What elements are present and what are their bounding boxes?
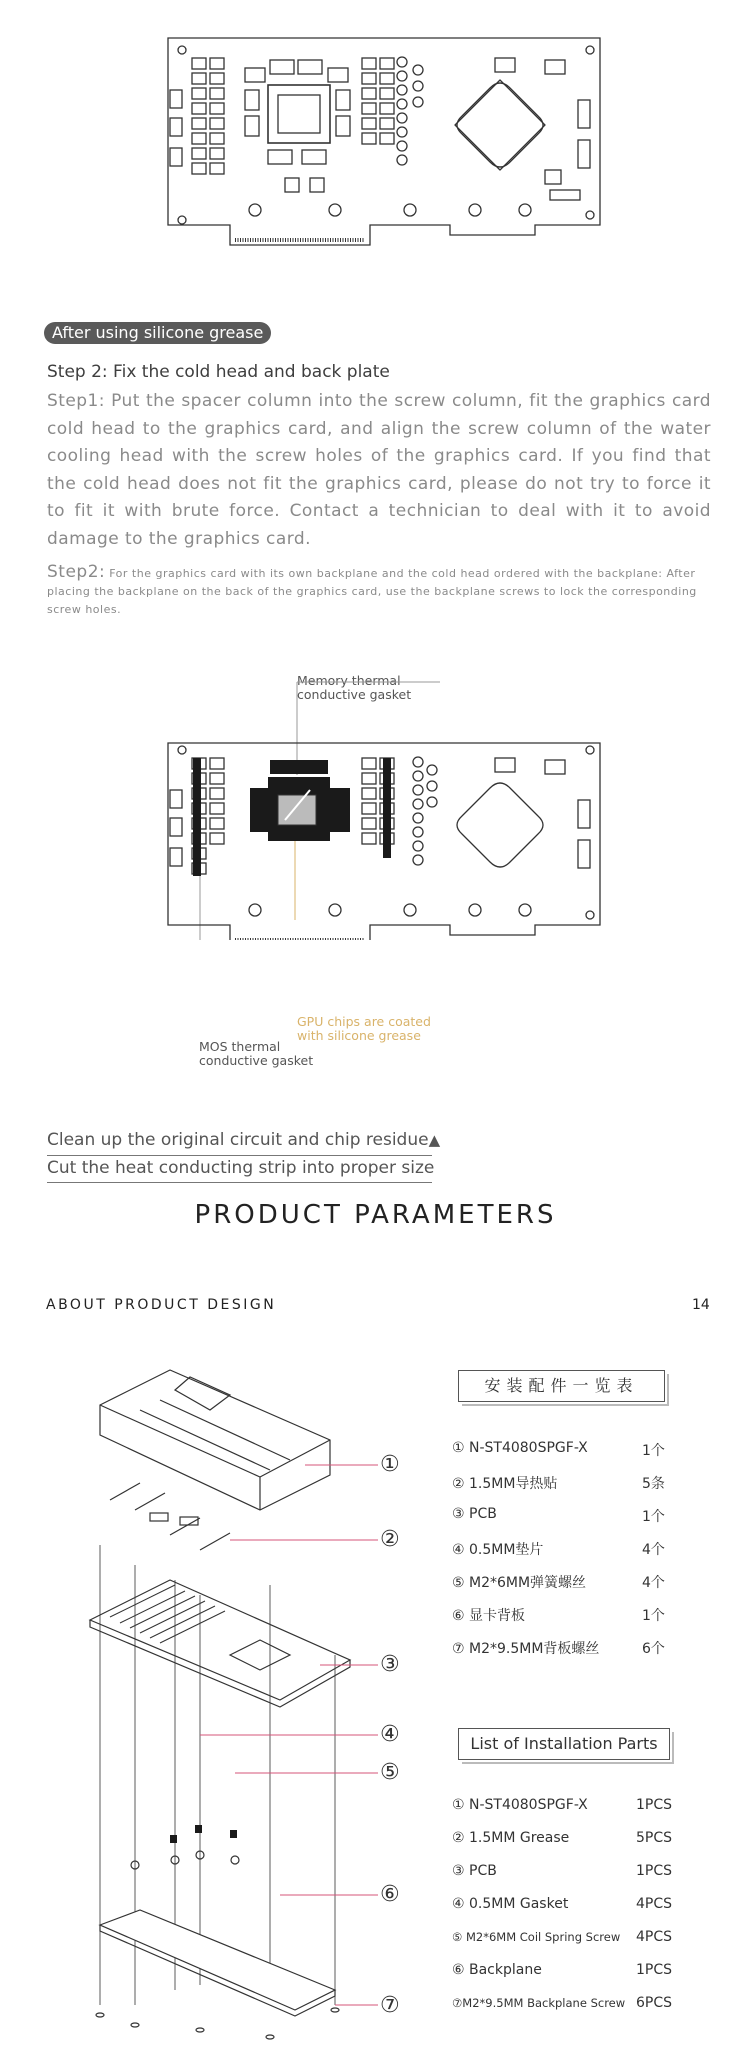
en-part-qty: 5PCS (636, 1830, 673, 1846)
en-part-name: ① N-ST4080SPGF-X (452, 1797, 588, 1813)
en-part-qty: 1PCS (636, 1863, 673, 1879)
cn-part-row (452, 1638, 665, 1658)
gpu-grease-label (297, 1015, 431, 1043)
en-part-name: ② 1.5MM Grease (452, 1830, 570, 1846)
cn-part-row (452, 1506, 665, 1525)
step2-text: For the graphics card with its own backplane and the cold head ordered with the backplane: After placing the backplane on the back of the graphics card, use the backplane screws to lock the corresponding screw holes. (47, 567, 697, 616)
en-part-row (452, 1962, 673, 1978)
callout-3: ③ (380, 1652, 400, 1677)
en-part-qty: 4PCS (636, 1896, 673, 1912)
pcb-diagram-thermal (150, 680, 610, 940)
en-part-row (452, 1929, 673, 1945)
cn-part-qty: 1个 (642, 1509, 665, 1525)
step2-title: Step 2: Fix the cold head and back plate (47, 362, 390, 382)
cn-part-qty: 5条 (642, 1476, 665, 1492)
product-parameters-title: PRODUCT PARAMETERS (194, 1200, 557, 1230)
page-number: 14 (692, 1297, 710, 1313)
callout-5: ⑤ (380, 1760, 400, 1785)
cn-part-qty: 6个 (642, 1641, 665, 1657)
cn-part-row (452, 1440, 665, 1459)
cn-part-qty: 4个 (642, 1542, 665, 1558)
en-part-qty: 6PCS (636, 1995, 673, 2011)
cn-part-qty: 1个 (642, 1608, 665, 1624)
cn-part-row (452, 1572, 665, 1592)
en-part-row (452, 1797, 673, 1813)
callout-4: ④ (380, 1722, 400, 1747)
triangle-icon: ▲ (428, 1131, 441, 1149)
pcb-diagram-top (150, 30, 610, 250)
cn-part-row (452, 1539, 665, 1559)
en-parts-header: List of Installation Parts (458, 1728, 670, 1760)
mos-label-line1: MOS thermal (199, 1039, 281, 1054)
memory-label-line2: conductive gasket (297, 687, 412, 702)
memory-label-line1: Memory thermal (297, 673, 401, 688)
en-part-qty: 1PCS (636, 1797, 673, 1813)
en-part-name: ⑤ M2*6MM Coil Spring Screw (452, 1930, 621, 1944)
cn-part-name: ⑤ M2*6MM弹簧螺丝 (452, 1575, 587, 1591)
en-part-name: ④ 0.5MM Gasket (452, 1896, 569, 1912)
en-part-row (452, 1896, 673, 1912)
en-part-qty: 1PCS (636, 1962, 673, 1978)
gpu-label-line1: GPU chips are coated (297, 1014, 431, 1029)
divider-line (47, 1155, 432, 1156)
about-product-design: ABOUT PRODUCT DESIGN (46, 1297, 277, 1313)
cn-part-row (452, 1605, 665, 1625)
cn-part-name: ⑦ M2*9.5MM背板螺丝 (452, 1641, 600, 1657)
after-grease-badge: After using silicone grease (44, 322, 271, 344)
gpu-label-line2: with silicone grease (297, 1028, 421, 1043)
en-part-row (452, 1863, 673, 1879)
cn-parts-header: 安装配件一览表 (458, 1370, 665, 1402)
callout-1: ① (380, 1452, 400, 1477)
clean-text: Clean up the original circuit and chip residue (47, 1130, 429, 1150)
cn-part-name: ③ PCB (452, 1506, 497, 1522)
cn-part-qty: 4个 (642, 1575, 665, 1591)
en-part-name: ③ PCB (452, 1863, 497, 1879)
en-part-row (452, 1995, 673, 2011)
cn-part-row (452, 1473, 665, 1493)
en-part-qty: 4PCS (636, 1929, 673, 1945)
callout-6: ⑥ (380, 1882, 400, 1907)
divider-line-bottom (47, 1182, 432, 1183)
en-part-name: ⑦M2*9.5MM Backplane Screw (452, 1996, 626, 2010)
cn-part-name: ④ 0.5MM垫片 (452, 1542, 544, 1558)
cn-part-qty: 1个 (642, 1443, 665, 1459)
cn-part-name: ⑥ 显卡背板 (452, 1608, 526, 1624)
step1-paragraph: Step1: Put the spacer column into the screw column, fit the graphics card cold head to the graphics card, and align the screw column of the water cooling head with the screw holes of the graphics card. If you find that the cold head does not fit the graphics card, please do not try to force it to fit it with brute force. Contact a technician to deal with it to avoid damage to the graphics card. (47, 391, 711, 549)
step2-lead: Step2: (47, 562, 106, 582)
callout-7: ⑦ (380, 1993, 400, 2018)
en-part-name: ⑥ Backplane (452, 1962, 542, 1978)
cn-part-name: ① N-ST4080SPGF-X (452, 1440, 588, 1456)
en-part-row (452, 1830, 673, 1846)
callout-2: ② (380, 1527, 400, 1552)
step2-paragraph (47, 563, 711, 619)
cut-instruction: Cut the heat conducting strip into proper size (47, 1158, 435, 1178)
mos-label-line2: conductive gasket (199, 1053, 314, 1068)
mos-gasket-label (199, 1040, 313, 1068)
clean-instruction (47, 1130, 440, 1150)
cn-part-name: ② 1.5MM导热贴 (452, 1476, 558, 1492)
